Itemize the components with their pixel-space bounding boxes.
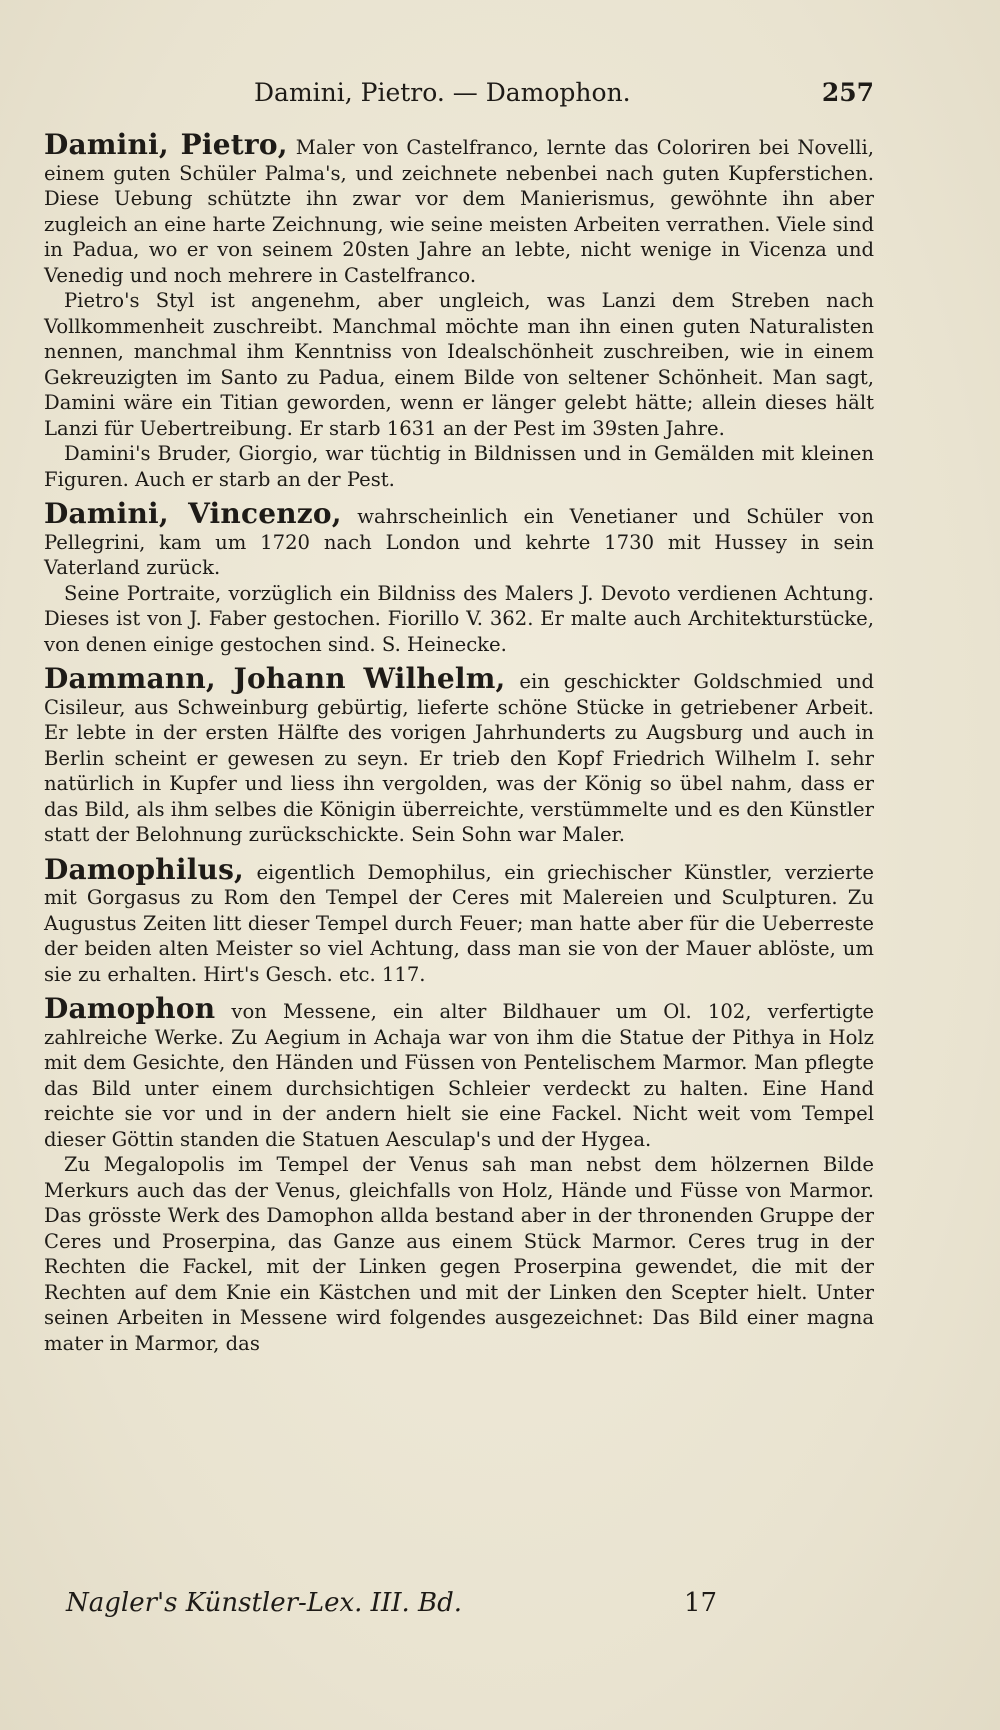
- entry-text: eigentlich Demophilus, ein griechischer Künstler, verzierte mit Gorgasus zu Rom den Tempel der Ceres mit Malereien und Sculpturen. Zu Augustus Zeiten litt dieser Tempel durch Feuer; man hatte aber für die Ueberreste der beiden alten Meister so viel Achtung, dass man sie von der Mauer ablöste, um sie zu erhalten. Hirt's Gesch. etc. 117.: [44, 860, 874, 986]
- entry-paragraph: [44, 497, 874, 581]
- entry-paragraph: [44, 662, 874, 848]
- entry-damini-vincenzo: [44, 497, 874, 657]
- entry-paragraph: Zu Megalopolis im Tempel der Venus sah man nebst dem hölzernen Bilde Merkurs auch das der Venus, gleichfalls von Holz, Hände und Füsse von Marmor. Das grösste Werk des Damophon allda bestand aber in der thronenden Gruppe der Ceres und Proserpina, das Ganze aus einem Stück Marmor. Ceres trug in der Rechten die Fackel, mit der Linken gegen Proserpina gewendet, die mit der Rechten auf dem Knie ein Kästchen und mit der Linken den Scepter hielt. Unter seinen Arbeiten in Messene wird folgendes ausgezeichnet: Das Bild einer magna mater in Marmor, das: [44, 1153, 874, 1355]
- entry-paragraph: [44, 992, 874, 1152]
- page-footer: [66, 1588, 766, 1624]
- entry-dammann-johann-wilhelm: [44, 662, 874, 848]
- entry-damophon: [44, 992, 874, 1356]
- entry-text: von Messene, ein alter Bildhauer um Ol. 102, verfertigte zahlreiche Werke. Zu Aegium in Achaja war von ihm die Statue der Pithya in Holz mit dem Gesichte, den Händen und Füssen von Pentelischem Marmor. Man pflegte das Bild unter einem durchsichtigen Schleier verdeckt zu halten. Eine Hand reichte sie vor und in der andern hielt sie eine Fackel. Nicht weit vom Tempel dieser Göttin standen die Statuen Aesculap's und der Hygea.: [44, 1000, 874, 1151]
- entry-lemma: Damini, Pietro,: [44, 128, 288, 161]
- entry-paragraph: Pietro's Styl ist angenehm, aber ungleich, was Lanzi dem Streben nach Vollkommenheit zuschreibt. Manchmal möchte man ihn einen guten Naturalisten nennen, manchmal ihm Kenntniss von Idealschönheit zuschreiben, wie in einem Gekreuzigten im Santo zu Padua, einem Bilde von seltener Schönheit. Man sagt, Damini wäre ein Titian geworden, wenn er länger gelebt hätte; allein dieses hält Lanzi für Uebertreibung. Er starb 1631 an der Pest im 39sten Jahre.: [44, 289, 874, 440]
- entry-paragraph: Damini's Bruder, Giorgio, war tüchtig in Bildnissen und in Gemälden mit kleinen Figuren. Auch er starb an der Pest.: [44, 442, 874, 491]
- page-header: [44, 78, 874, 112]
- lexicon-body: [44, 128, 875, 1365]
- page-number: 257: [821, 78, 874, 107]
- printer-signature: Nagler's Künstler-Lex. III. Bd.: [66, 1588, 463, 1618]
- entry-lemma: Damophilus,: [44, 852, 245, 886]
- entry-lemma: Dammann, Johann Wilhelm,: [44, 662, 506, 695]
- entry-paragraph: [44, 128, 875, 288]
- entry-text: wahrscheinlich ein Venetianer und Schüler von Pellegrini, kam um 1720 nach London und kehrte 1730 mit Hussey in sein Vaterland zurück.: [44, 505, 874, 579]
- entry-paragraph: [44, 852, 874, 988]
- entry-text: Maler von Castelfranco, lernte das Coloriren bei Novelli, einem guten Schüler Palma's, und zeichnete nebenbei nach guten Kupferstichen. Diese Uebung schützte ihn zwar vor dem Manierismus, gewöhnte ihn aber zugleich an eine harte Zeichnung, wie seine meisten Arbeiten verrathen. Viele sind in Padua, wo er von seinem 20sten Jahre an lebte, nicht wenige in Vicenza und Venedig und noch mehrere in Castelfranco.: [44, 136, 875, 287]
- signature-number: 17: [684, 1588, 718, 1618]
- running-head: Damini, Pietro. — Damophon.: [254, 78, 631, 107]
- entry-lemma: Damini, Vincenzo,: [44, 497, 342, 530]
- entry-damini-pietro: [44, 128, 875, 492]
- entry-text: ein geschickter Goldschmied und Cisileur, aus Schweinburg gebürtig, lieferte schöne Stücke in getriebener Arbeit. Er lebte in der ersten Hälfte des vorigen Jahrhunderts zu Augsburg und auch in Berlin scheint er gewesen zu seyn. Er trieb den Kopf Friedrich Wilhelm I. sehr natürlich in Kupfer und liess ihn vergolden, was der König so übel nahm, dass er das Bild, als ihm selbes die Königin überreichte, verstümmelte und es den Künstler statt der Belohnung zurückschickte. Sein Sohn war Maler.: [44, 670, 874, 846]
- entry-lemma: Damophon: [44, 992, 216, 1025]
- entry-damophilus: [44, 852, 874, 988]
- entry-paragraph: Seine Portraite, vorzüglich ein Bildniss des Malers J. Devoto verdienen Achtung. Dieses ist von J. Faber gestochen. Fiorillo V. 362. Er malte auch Architekturstücke, von denen einige gestochen sind. S. Heinecke.: [44, 581, 874, 656]
